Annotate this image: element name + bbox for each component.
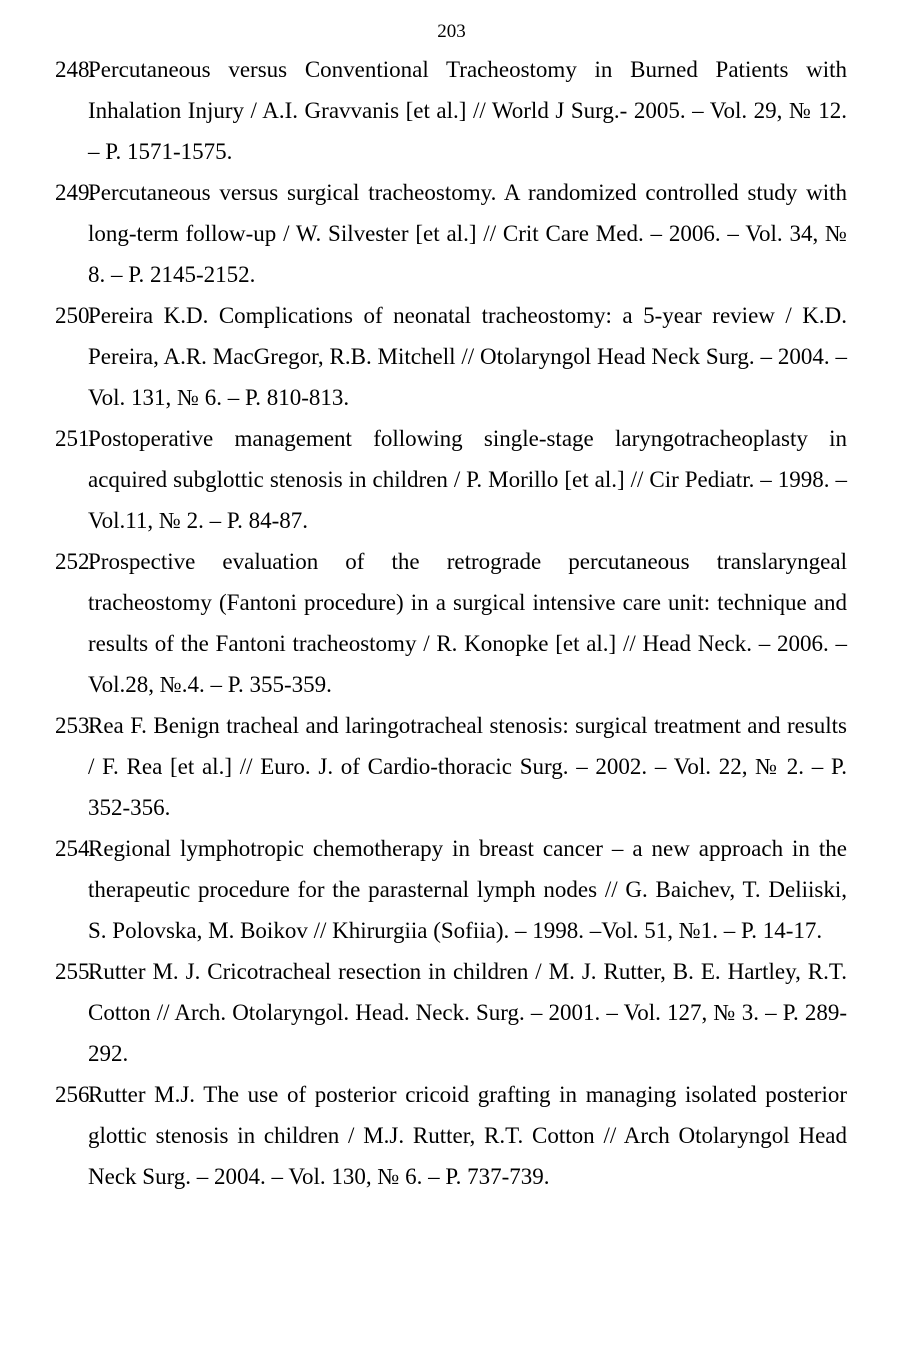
reference-item-252	[55, 541, 847, 705]
reference-item-253	[55, 705, 847, 828]
reference-number: 255.	[55, 959, 96, 984]
reference-item-255	[55, 951, 847, 1074]
reference-text: Percutaneous versus Conventional Tracheostomy in Burned Patients with Inhalation Injury / A.I. Gravvanis [et al.] // World J Surg.- 2005. – Vol. 29, № 12. – P. 1571-1575.	[88, 57, 847, 164]
reference-number: 253.	[55, 713, 96, 738]
reference-item-256	[55, 1074, 847, 1197]
reference-number: 249.	[55, 180, 96, 205]
reference-text: Prospective evaluation of the retrograde percutaneous translaryngeal tracheostomy (Fantoni procedure) in a surgical intensive care unit: technique and results of the Fantoni tracheostomy / R. Konopke [et al.] // Head Neck. – 2006. – Vol.28, №.4. – P. 355-359.	[88, 549, 847, 697]
reference-number: 250.	[55, 303, 96, 328]
reference-text: Pereira K.D. Complications of neonatal tracheostomy: a 5-year review / K.D. Pereira, A.R. MacGregor, R.B. Mitchell // Otolaryngol Head Neck Surg. – 2004. – Vol. 131, № 6. – P. 810-813.	[88, 303, 847, 410]
reference-number: 254.	[55, 836, 96, 861]
reference-text: Rea F. Benign tracheal and laringotracheal stenosis: surgical treatment and results / F. Rea [et al.] // Euro. J. of Cardio-thoracic Surg. – 2002. – Vol. 22, № 2. – P. 352-356.	[88, 713, 847, 820]
reference-number: 252.	[55, 549, 96, 574]
reference-item-248	[55, 49, 847, 172]
reference-item-254	[55, 828, 847, 951]
reference-item-251	[55, 418, 847, 541]
reference-number: 248.	[55, 57, 96, 82]
page-number: 203	[437, 21, 466, 42]
reference-number: 256.	[55, 1082, 96, 1107]
reference-text: Rutter M.J. The use of posterior cricoid grafting in managing isolated posterior glottic stenosis in children / M.J. Rutter, R.T. Cotton // Arch Otolaryngol Head Neck Surg. – 2004. – Vol. 130, № 6. – P. 737-739.	[88, 1082, 847, 1189]
reference-text: Percutaneous versus surgical tracheostomy. A randomized controlled study with long-term follow-up / W. Silvester [et al.] // Crit Care Med. – 2006. – Vol. 34, № 8. – P. 2145-2152.	[88, 180, 847, 287]
reference-text: Rutter M. J. Cricotracheal resection in children / M. J. Rutter, B. E. Hartley, R.T. Cotton // Arch. Otolaryngol. Head. Neck. Surg. – 2001. – Vol. 127, № 3. – P. 289-292.	[88, 959, 847, 1066]
reference-item-250	[55, 295, 847, 418]
reference-text: Regional lymphotropic chemotherapy in breast cancer – a new approach in the therapeutic procedure for the parasternal lymph nodes // G. Baichev, T. Deliiski, S. Polovska, M. Boikov // Khirurgiia (Sofiia). – 1998. –Vol. 51, №1. – P. 14-17.	[88, 836, 847, 943]
reference-number: 251.	[55, 426, 96, 451]
reference-text: Postoperative management following single-stage laryngotracheoplasty in acquired subglottic stenosis in children / P. Morillo [et al.] // Cir Pediatr. – 1998. – Vol.11, № 2. – P. 84-87.	[88, 426, 847, 533]
reference-list	[55, 49, 847, 1197]
reference-item-249	[55, 172, 847, 295]
